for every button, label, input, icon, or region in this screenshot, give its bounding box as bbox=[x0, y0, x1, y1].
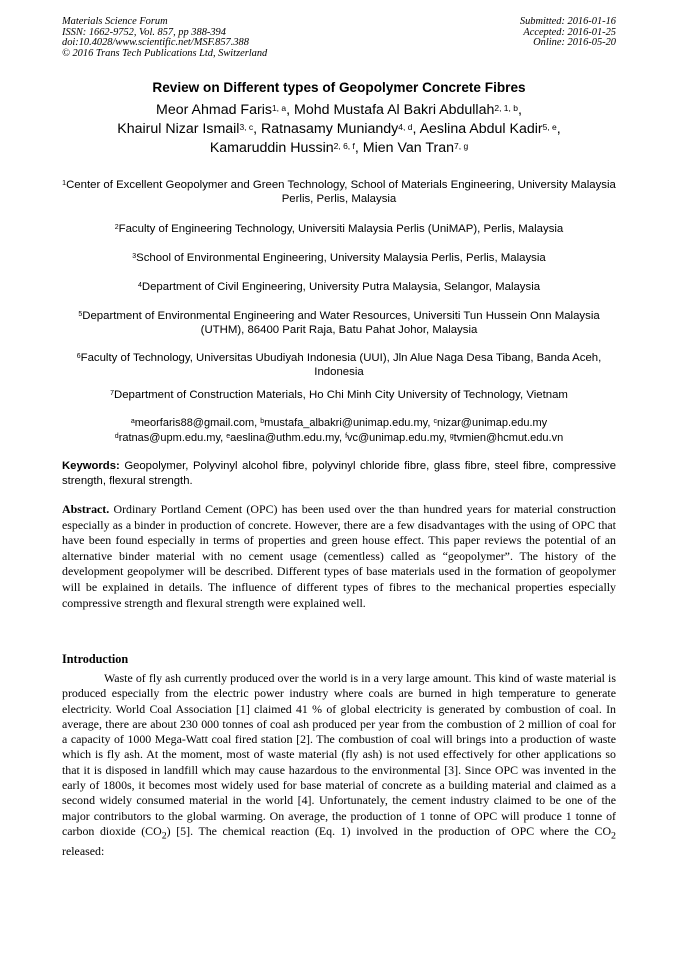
author: Ratnasamy Muniandy$^{4, d}$, bbox=[261, 121, 420, 137]
author: Khairul Nizar Ismail$^{3, c}$, bbox=[117, 121, 262, 137]
affiliation: $^5$Department of Environmental Engineering and Water Resources, Universiti Tun Hussein Onn Malaysia (UTHM), 86400 Parit Raja, Batu Pahat Johor, Malaysia bbox=[78, 310, 600, 336]
author: Mien Van Tran$^{7, g}$ bbox=[362, 140, 469, 156]
affiliation: $^2$Faculty of Engineering Technology, Universiti Malaysia Perlis (UniMAP), Perlis, Malaysia bbox=[114, 223, 564, 235]
journal-header-left bbox=[62, 17, 267, 59]
affiliation: $^1$Center of Excellent Geopolymer and Green Technology, School of Materials Engineering, University Malaysia Perlis, Perlis, Malaysia bbox=[62, 179, 616, 205]
abstract-text: Ordinary Portland Cement (OPC) has been used over the than hundred years for material construction especially as a binder in production of concrete. However, there are a few disadvantages with the using of OPC that have been found especially in terms of properties and green house effect. This paper reviews the potential of an alternative binder material with no cement usage (cementless) called as “geopolymer”. The history of the development geopolymer will be described. Different types of base materials used in the formation of geopolymer will be explained in details. The influence of different types of fibres to the mechanical properties especially compressive strength and flexural strength were explained well. bbox=[62, 502, 616, 610]
affiliation: $^3$School of Environmental Engineering, University Malaysia Perlis, Perlis, Malaysia bbox=[132, 252, 546, 264]
introduction-paragraph: Waste of fly ash currently produced over the world is in a very large amount. This kind of waste material is produced especially from the electric power industry where coals are burned in high temperature to generate electricity. World Coal Association [1] claimed 41 % of global electricity is generated by combustion of coal. In average, there are about 230 000 tonnes of coal ash produced per year from the combustion of 2 million of coal for a capacity of 1000 Mega-Watt coal fired station [2]. The combustion of coal will brings into a production of waste which is fly ash. At the moment, most of waste material (fly ash) is not used effectively for other applications so that it is disposed in landfill which may cause hazardous to the environmental [3]. Since OPC was invented in the early of 1800s, it becomes most widely used for base material of concrete as a building material and claimed as a second widely consumed material in the world [4]. Unfortunately, the cement industry claimed to be one of the major contributors to the global warming. On average, the production of 1 tonne of OPC will produce 1 tonne of carbon dioxide $(CO_2)$ [5]. The chemical reaction (Eq. 1) involved in the production of OPC where the $CO_2$ released: bbox=[62, 671, 616, 858]
keywords-label: Keywords: bbox=[62, 460, 120, 472]
online-date: Online: 2016-05-20 bbox=[533, 37, 616, 48]
paper-title: Review on Different types of Geopolymer Concrete Fibres bbox=[152, 80, 526, 95]
section-heading-introduction: Introduction bbox=[62, 652, 129, 666]
keywords bbox=[62, 459, 616, 489]
email-list bbox=[62, 416, 616, 445]
author-list bbox=[62, 101, 616, 158]
affiliation: $^4$Department of Civil Engineering, University Putra Malaysia, Selangor, Malaysia bbox=[137, 281, 541, 293]
email: $^d$ratnas@upm.edu.my, bbox=[114, 431, 227, 444]
affiliation: $^6$Faculty of Technology, Universitas Ubudiyah Indonesia (UUI), Jln Alue Naga Desa Tibang, Banda Aceh, Indonesia bbox=[76, 352, 602, 378]
affiliation: $^7$Department of Construction Materials, Ho Chi Minh City University of Technology, Vietnam bbox=[110, 389, 568, 401]
author: Meor Ahmad Faris$^{1, a}$, bbox=[156, 102, 295, 118]
doi-line: doi:10.4028/www.scientific.net/MSF.857.388 bbox=[62, 37, 249, 48]
author: Aeslina Abdul Kadir$^{5, e}$, bbox=[419, 121, 561, 137]
email: $^b$mustafa_albakri@unimap.edu.my, bbox=[260, 417, 434, 429]
keywords-text: Geopolymer, Polyvinyl alcohol fibre, polyvinyl chloride fibre, glass fibre, steel fibre, compressive strength, flexural strength. bbox=[62, 460, 616, 487]
copyright-line: © 2016 Trans Tech Publications Ltd, Switzerland bbox=[62, 47, 268, 59]
email: $^c$nizar@unimap.edu.my bbox=[433, 417, 548, 429]
submitted-date: Submitted: 2016-01-16 bbox=[519, 16, 616, 27]
accepted-date: Accepted: 2016-01-25 bbox=[523, 26, 616, 38]
email: $^f$vc@unimap.edu.my, bbox=[345, 431, 450, 444]
abstract bbox=[62, 502, 616, 611]
author: Kamaruddin Hussin$^{2, 6, f}$, bbox=[209, 140, 363, 156]
journal-header-right bbox=[520, 17, 616, 49]
issn-line: ISSN: 1662-9752, Vol. 857, pp 388-394 bbox=[62, 26, 226, 38]
author: Mohd Mustafa Al Bakri Abdullah$^{2, 1, b}$, bbox=[294, 102, 522, 118]
abstract-label: Abstract. bbox=[62, 502, 110, 516]
email: $^a$meorfaris88@gmail.com, bbox=[130, 417, 261, 429]
journal-name: Materials Science Forum bbox=[62, 16, 168, 27]
email: $^g$tvmien@hcmut.edu.vn bbox=[449, 431, 564, 444]
email: $^e$aeslina@uthm.edu.my, bbox=[226, 431, 346, 444]
